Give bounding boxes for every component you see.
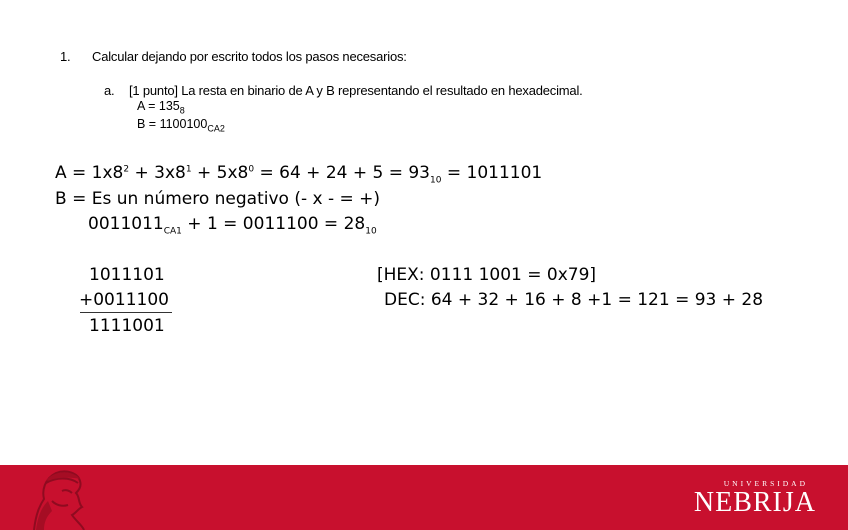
- sum-operand-2: +0011100: [79, 290, 169, 310]
- b-ca1-sum: + 1 = 0011100 = 28: [181, 214, 366, 234]
- sum-operand-1: 1011101: [89, 265, 165, 285]
- a-base-10: 10: [430, 175, 442, 186]
- b-ca1-value: 0011011: [88, 214, 164, 234]
- a-term-1: A = 1x8: [55, 163, 124, 183]
- b-def-base: CA2: [207, 123, 225, 134]
- a-conversion-line: [55, 163, 542, 185]
- a-definition: [137, 99, 185, 116]
- sum-divider: [80, 312, 172, 313]
- university-label: UNIVERSIDAD: [723, 479, 808, 488]
- dec-check: DEC: 64 + 32 + 16 + 8 +1 = 121 = 93 + 28: [384, 290, 764, 310]
- hex-result: [HEX: 0111 1001 = 0x79]: [377, 265, 597, 285]
- sum-result: 1111001: [89, 316, 165, 336]
- item-text: [1 punto] La resta en binario de A y B representando el resultado en hexadecimal.: [129, 83, 583, 98]
- a-term-3: + 5x8: [191, 163, 249, 183]
- footer-bar: [0, 465, 848, 530]
- a-exp-1: 2: [123, 164, 130, 175]
- b-negative-line: B = Es un número negativo (- x - = +): [55, 189, 381, 209]
- university-name: NEBRIJA: [693, 487, 816, 518]
- b-ca1-label: CA1: [163, 226, 182, 237]
- question-number: 1.: [60, 49, 71, 64]
- nebrija-portrait-icon: [22, 465, 112, 530]
- b-definition: [137, 117, 225, 134]
- b-ca1-line: [88, 214, 377, 236]
- a-term-2: + 3x8: [129, 163, 186, 183]
- a-binary-result: = 1011101: [441, 163, 543, 183]
- b-def-text: B = 1100100: [137, 117, 208, 131]
- a-exp-2: 1: [185, 164, 192, 175]
- a-def-base: 8: [179, 105, 185, 116]
- question-text: Calcular dejando por escrito todos los pasos necesarios:: [92, 49, 407, 64]
- a-term-4: = 64 + 24 + 5 = 93: [254, 163, 430, 183]
- item-letter: a.: [104, 83, 115, 98]
- a-exp-3: 0: [248, 164, 255, 175]
- b-base-10: 10: [365, 226, 377, 237]
- a-def-text: A = 135: [137, 99, 180, 113]
